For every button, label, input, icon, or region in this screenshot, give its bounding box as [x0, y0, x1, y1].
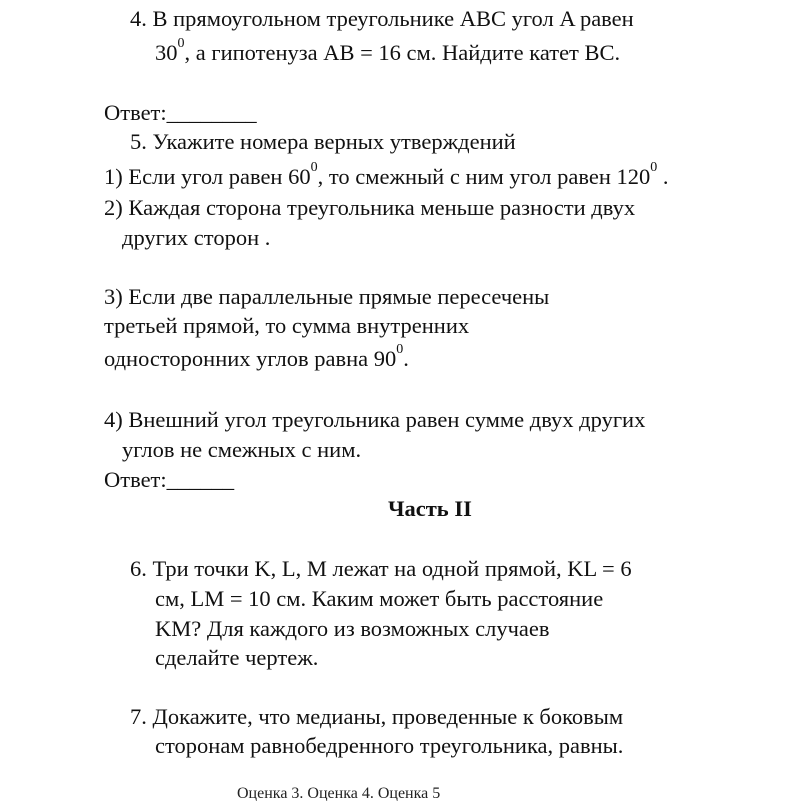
q5-statement-2-line-1: 2) Каждая сторона треугольника меньше разности двух — [104, 195, 636, 220]
q6-line-4: сделайте чертеж. — [155, 645, 319, 670]
q5-statement-3-line-3: односторонних углов равна $90^0$. — [104, 342, 409, 371]
part2-heading: Часть II — [388, 496, 472, 521]
q4-line-2: $30^0$, а гипотенуза AB = 16 см. Найдите катет BC. — [155, 36, 621, 65]
q5-title: 5. Укажите номера верных утверждений — [130, 129, 516, 154]
q5-statement-2-line-2: других сторон . — [122, 225, 271, 250]
answer-line-1: Ответ:________ — [104, 100, 257, 125]
q5-statement-1: 1) Если угол равен $60^0$, то смежный с ним угол равен $120^0$ . — [104, 160, 669, 189]
q7-line-2: сторонам равнобедренного треугольника, равны. — [155, 733, 624, 758]
q6-line-1: 6. Три точки K, L, M лежат на одной прямой, KL = 6 — [130, 556, 632, 581]
q5-statement-4-line-2: углов не смежных с ним. — [122, 437, 362, 462]
footer-partial-text: Оценка 3. Оценка 4. Оценка 5 — [237, 785, 441, 802]
answer-line-2: Ответ:______ — [104, 467, 235, 492]
q5-statement-3-line-1: 3) Если две параллельные прямые пересечены — [104, 284, 550, 309]
q7-line-1: 7. Докажите, что медианы, проведенные к боковым — [130, 704, 624, 729]
q6-line-3: KM? Для каждого из возможных случаев — [155, 616, 550, 641]
q6-line-2: см, LM = 10 см. Каким может быть расстояние — [155, 586, 604, 611]
q4-line-1: 4. В прямоугольном треугольнике ABC угол A равен — [130, 6, 634, 31]
q5-statement-3-line-2: третьей прямой, то сумма внутренних — [104, 313, 470, 338]
q5-statement-4-line-1: 4) Внешний угол треугольника равен сумме двух других — [104, 407, 646, 432]
